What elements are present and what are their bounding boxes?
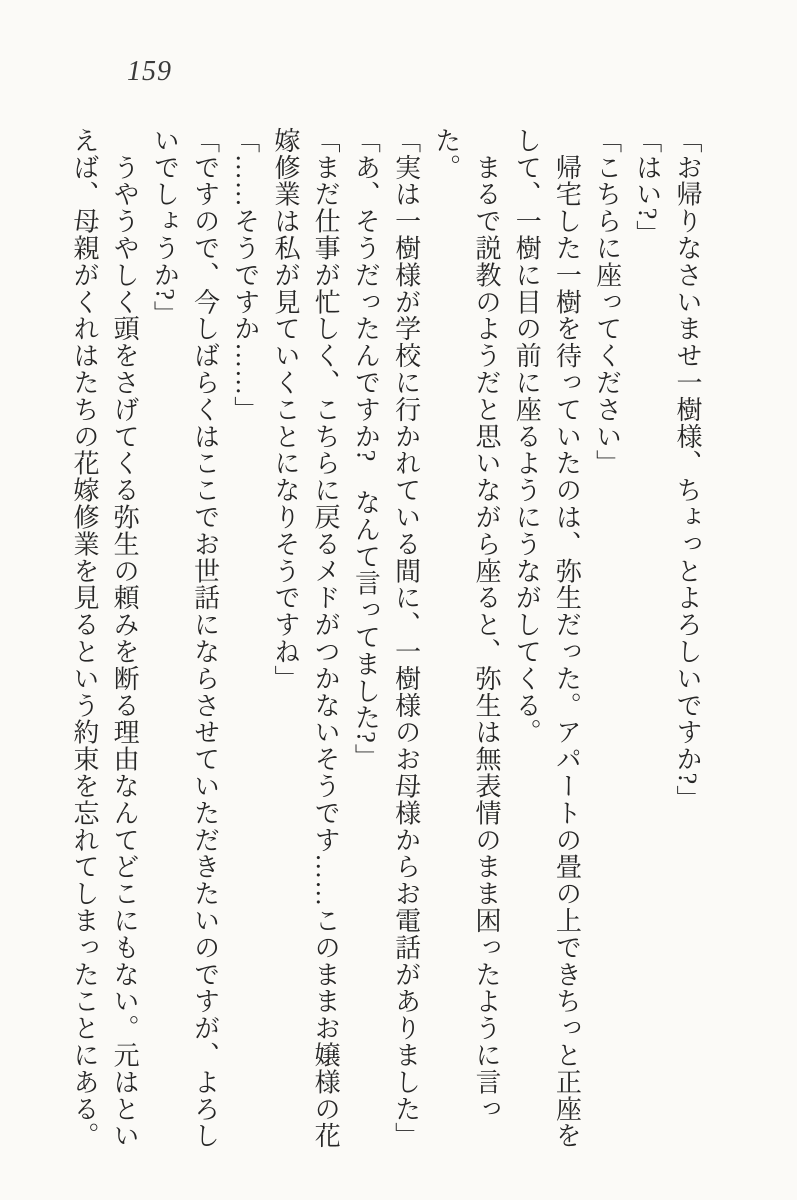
text-line: 「あ、そうだったんですか? なんて言ってました?」 xyxy=(351,127,381,771)
text-line: 「はい?」 xyxy=(632,127,662,248)
text-line: 嫁修業は私が見ていくことになりそうですね」 xyxy=(270,127,300,692)
page-text xyxy=(64,127,707,1157)
text-line: 帰宅した一樹を待っていたのは、弥生だった。アパートの畳の上できちっと正座を xyxy=(552,127,582,1150)
text-line: 「お帰りなさいませ一樹様、ちょっとよろしいですか?」 xyxy=(673,127,702,812)
text-line: して、一樹に目の前に座るようにうながしてくる。 xyxy=(512,127,542,746)
text-line: 「実は一樹様が学校に行かれている間に、一樹様のお母様からお電話がありました」 xyxy=(391,127,421,1150)
text-line: いでしょうか?」 xyxy=(150,127,180,328)
text-line: 「こちらに座ってください」 xyxy=(592,127,622,477)
text-line: 「……そうですか……」 xyxy=(230,127,260,423)
text-line: うやうやしく頭をさげてくる弥生の頼みを断る理由なんてどこにもない。元はとい xyxy=(110,127,140,1150)
page-number: 159 xyxy=(127,56,172,87)
text-line: 「まだ仕事が忙しく、こちらに戻るメドがつかないそうです……このままお嬢様の花 xyxy=(311,127,341,1150)
text-line: えば、母親がくれはたちの花嫁修業を見るという約束を忘れてしまったことにある。 xyxy=(69,127,99,1150)
text-line: まるで説教のようだと思いながら座ると、弥生は無表情のまま困ったように言った。 xyxy=(431,127,501,1123)
text-line: 「ですので、今しばらくはここでお世話にならさせていただきたいのですが、よろし xyxy=(190,127,220,1150)
